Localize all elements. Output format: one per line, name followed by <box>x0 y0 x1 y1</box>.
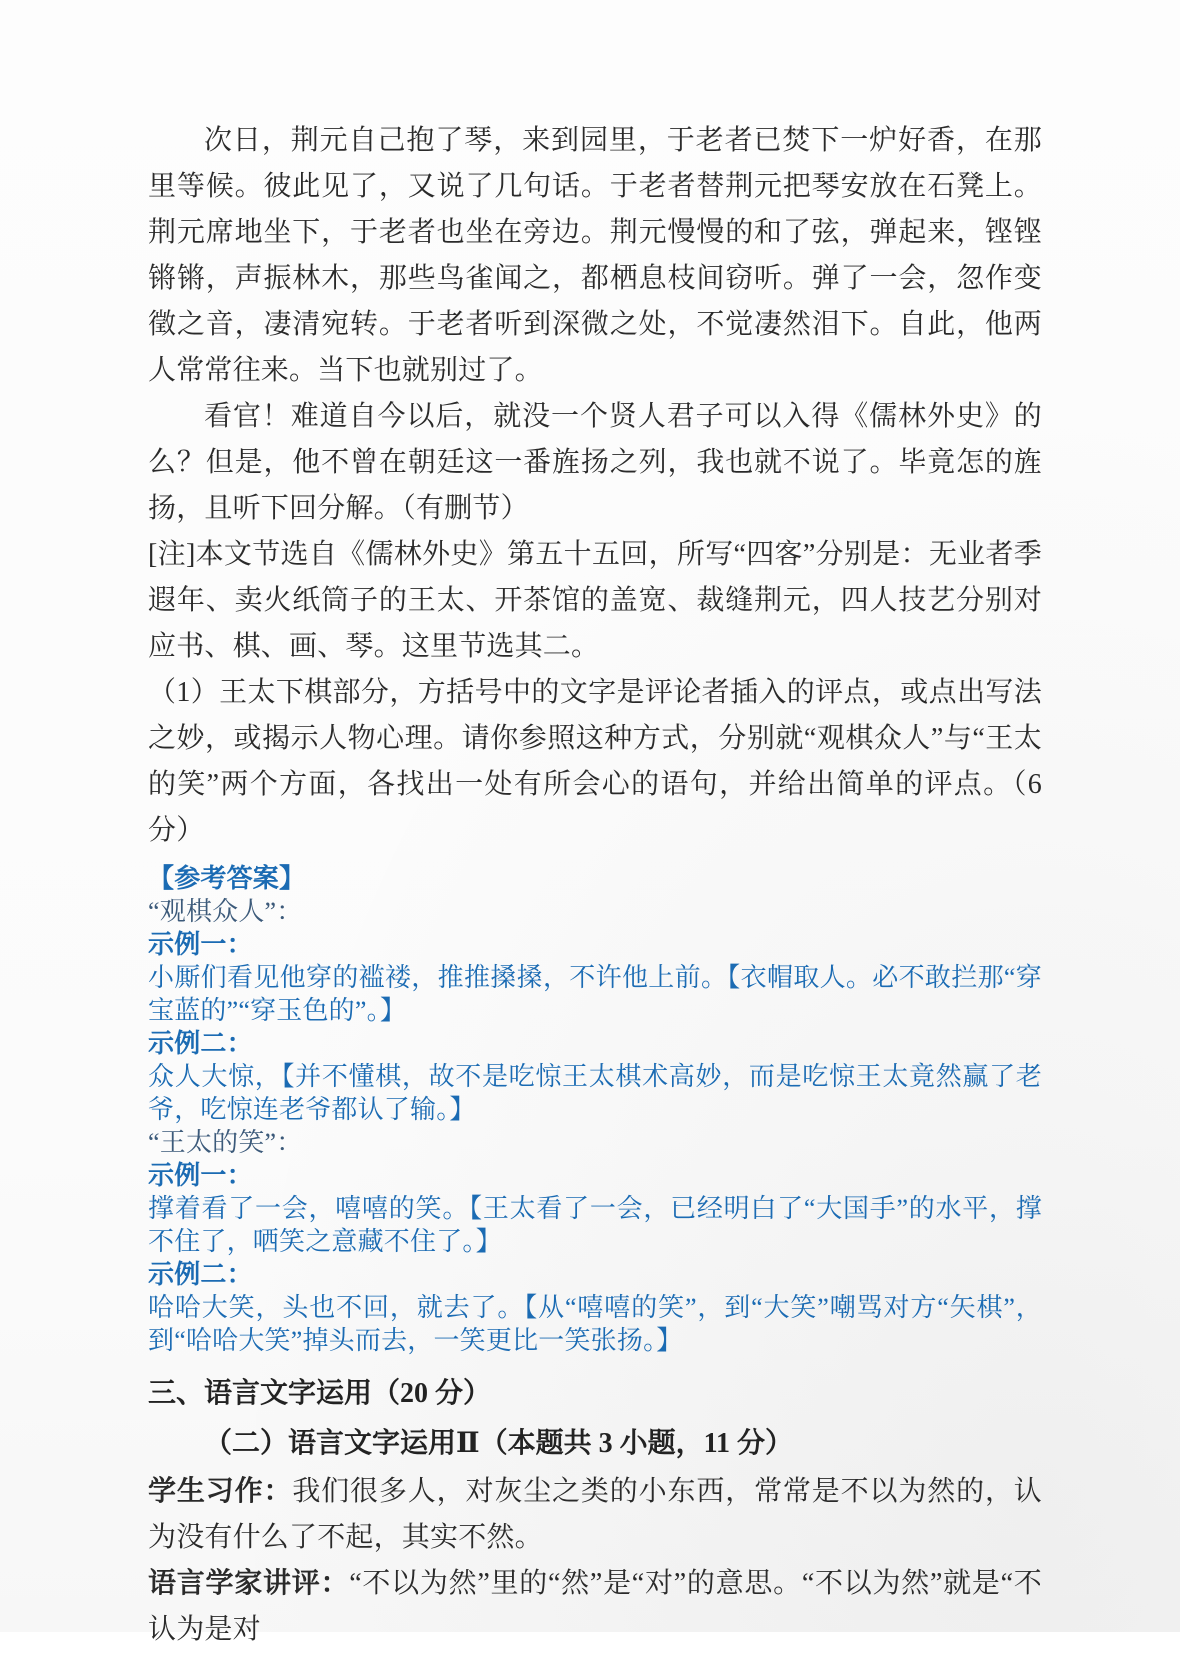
student-writing-text: 我们很多人，对灰尘之类的小东西，常常是不以为然的，认为没有什么了不起，其实不然。 <box>148 1476 1042 1553</box>
section-3-subheading: （二）语言文字运用Ⅱ（本题共 3 小题，11 分） <box>204 1428 794 1459</box>
group1-example2-text: 众人大惊，【并不懂棋，故不是吃惊王太棋术高妙，而是吃惊王太竟然赢了老爷，吃惊连老爷都认了输。】 <box>148 1062 1042 1124</box>
group1-example1-label: 示例一： <box>148 930 253 959</box>
question-1-text: （1）王太下棋部分，方括号中的文字是评论者插入的评点，或点出写法之妙，或揭示人物心理。请你参照这种方式，分别就“观棋众人”与“王太的笑”两个方面，各找出一处有所会心的语句，并给出简单的评点。（6 分） <box>148 677 1042 846</box>
linguist-comment-label: 语言学家讲评： <box>148 1568 350 1599</box>
group2-example2-label: 示例二： <box>148 1260 253 1289</box>
passage-note: [注]本文节选自《儒林外史》第五十五回，所写“四客”分别是：无业者季遐年、卖火纸筒子的王太、开茶馆的盖宽、裁缝荆元，四人技艺分别对应书、棋、画、琴。这里节选其二。 <box>148 539 1042 662</box>
student-writing-label: 学生习作： <box>148 1476 293 1507</box>
section-3-heading: 三、语言文字运用（20 分） <box>148 1378 492 1409</box>
linguist-comment-paragraph <box>148 1561 1042 1653</box>
student-writing-paragraph <box>148 1469 1042 1561</box>
group2-example1-text: 撑着看了一会，嘻嘻的笑。【王太看了一会，已经明白了“大国手”的水平，撑不住了，哂笑之意藏不住了。】 <box>148 1194 1042 1256</box>
answer-group2-title: “王太的笑”： <box>148 1128 303 1157</box>
group1-example1-text: 小厮们看见他穿的褴褛，推推搡搡，不许他上前。【衣帽取人。必不敢拦那“穿宝蓝的”“穿玉色的”。】 <box>148 963 1042 1025</box>
passage-paragraph-1: 次日，荆元自己抱了琴，来到园里，于老者已焚下一炉好香，在那里等候。彼此见了，又说了几句话。于老者替荆元把琴安放在石凳上。荆元席地坐下，于老者也坐在旁边。荆元慢慢的和了弦，弹起来，铿铿锵锵，声振林木，那些鸟雀闻之，都栖息枝间窃听。弹了一会，忽作变徵之音，凄清宛转。于老者听到深微之处，不觉凄然泪下。自此，他两人常常往来。当下也就别过了。 <box>148 125 1042 386</box>
linguist-comment-text: “不以为然”里的“然”是“对”的意思。“不以为然”就是“不认为是对 <box>148 1568 1043 1645</box>
answer-group1-title: “观棋众人”： <box>148 897 303 926</box>
group1-example2-label: 示例二： <box>148 1029 253 1058</box>
reference-answer-block <box>148 862 1042 1357</box>
reference-answer-header: 【参考答案】 <box>148 864 306 893</box>
group2-example1-label: 示例一： <box>148 1161 253 1190</box>
group2-example2-text: 哈哈大笑，头也不回，就去了。【从“嘻嘻的笑”，到“大笑”嘲骂对方“矢棋”，到“哈哈大笑”掉头而去，一笑更比一笑张扬。】 <box>148 1293 1042 1355</box>
passage-paragraph-2: 看官！难道自今以后，就没一个贤人君子可以入得《儒林外史》的么？但是，他不曾在朝廷这一番旌扬之列，我也就不说了。毕竟怎的旌扬，且听下回分解。（有删节） <box>148 401 1042 524</box>
